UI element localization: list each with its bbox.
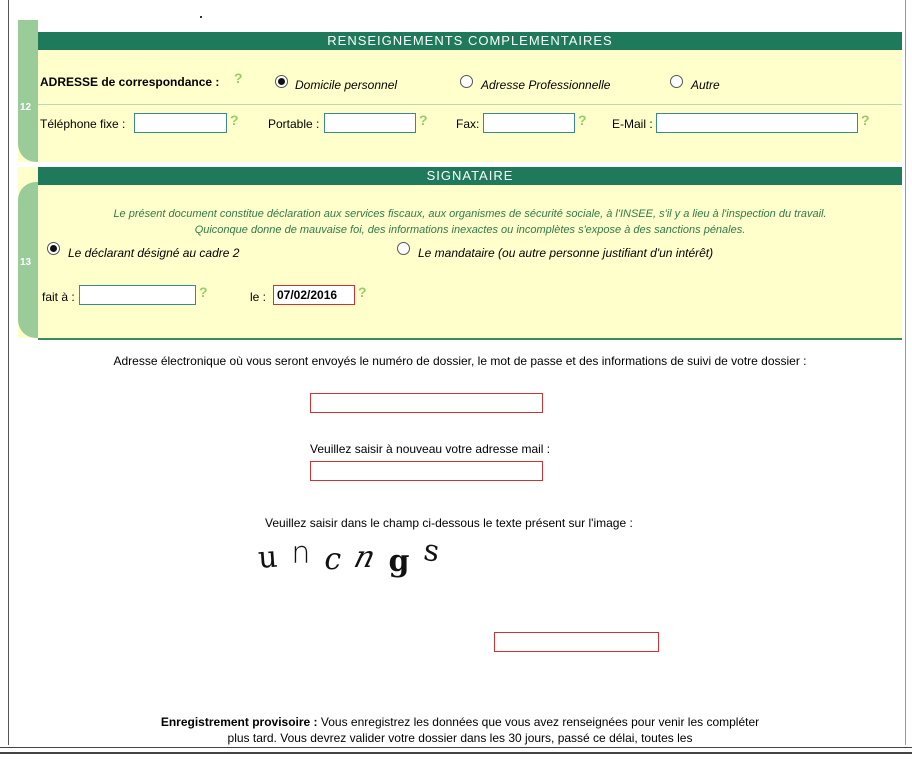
legal-notice-line1: Le présent document constitue déclaration aux services fiscaux, aux organismes de sécurité sociale, à l'INSEE, s'il y a lieu à l'inspection du travail.: [113, 208, 827, 220]
email-input-section12[interactable]: [656, 113, 858, 133]
email-help-icon[interactable]: ?: [861, 112, 870, 128]
captcha-char: u: [256, 539, 285, 576]
frame-right-border: [905, 0, 906, 745]
section-13-title: SIGNATAIRE: [38, 167, 902, 185]
section-13-bottom-border: [38, 338, 902, 340]
telephone-help-icon[interactable]: ?: [230, 112, 239, 128]
radio-domicile-label: Domicile personnel: [295, 78, 398, 92]
captcha-char: g: [388, 544, 416, 579]
radio-declarant-label: Le déclarant désigné au cadre 2: [68, 246, 240, 260]
fax-label: Fax:: [456, 117, 480, 131]
radio-mandataire[interactable]: [397, 242, 410, 255]
fax-input[interactable]: [483, 113, 575, 133]
row-divider: [38, 104, 902, 105]
date-input[interactable]: 07/02/2016: [273, 285, 355, 305]
email-prompt: Adresse électronique où vous seront envoyés le numéro de dossier, le mot de passe et des informations de suivi de votre dossier :: [113, 354, 807, 368]
section-13-tab: [18, 182, 38, 338]
section-12-title: RENSEIGNEMENTS COMPLEMENTAIRES: [38, 32, 902, 50]
confirm-email-input[interactable]: [310, 461, 543, 481]
adresse-label: ADRESSE de correspondance :: [40, 75, 220, 89]
section-renseignements: [18, 32, 902, 162]
section-13-number: 13: [20, 257, 32, 268]
captcha-input[interactable]: [494, 632, 659, 652]
captcha-image: [256, 532, 453, 579]
fax-help-icon[interactable]: ?: [578, 112, 587, 128]
captcha-char: c: [324, 542, 348, 577]
portable-help-icon[interactable]: ?: [419, 112, 428, 128]
provisional-save-text: Vous enregistrez les données que vous avez renseignées pour venir les compléter plus tard. Vous devrez valider votre dossier dans les 30 jours, passé ce délai, toutes les: [227, 715, 760, 745]
radio-domicile[interactable]: [275, 75, 288, 88]
fait-a-input[interactable]: [79, 285, 196, 305]
contact-email-input[interactable]: [310, 393, 543, 413]
radio-professionnelle-label: Adresse Professionnelle: [481, 78, 611, 92]
confirm-email-prompt: Veuillez saisir à nouveau votre adresse mail :: [310, 442, 551, 456]
fait-a-label: fait à :: [42, 290, 75, 304]
radio-professionnelle[interactable]: [460, 75, 473, 88]
captcha-char: n: [350, 540, 386, 575]
telephone-input[interactable]: [134, 113, 227, 133]
telephone-label: Téléphone fixe :: [40, 117, 126, 131]
captcha-char: n: [291, 536, 317, 571]
radio-autre-label: Autre: [691, 78, 720, 92]
fait-a-help-icon[interactable]: ?: [199, 284, 208, 300]
section-12-number: 12: [20, 102, 32, 113]
portable-label: Portable :: [268, 117, 320, 131]
captcha-prompt: Veuillez saisir dans le champ ci-dessous le texte présent sur l'image :: [265, 516, 633, 530]
adresse-help-icon[interactable]: ?: [234, 70, 243, 86]
provisional-save-notice: [160, 714, 760, 746]
date-help-icon[interactable]: ?: [358, 284, 367, 300]
radio-mandataire-label: Le mandataire (ou autre personne justifiant d'un intérêt): [418, 246, 714, 260]
radio-declarant[interactable]: [47, 242, 60, 255]
email-label: E-Mail :: [612, 117, 653, 131]
date-label: le :: [250, 290, 267, 304]
stray-dot: [200, 16, 202, 18]
provisional-save-title: Enregistrement provisoire :: [160, 715, 318, 729]
section-12-tab: [18, 20, 38, 162]
captcha-char: s: [421, 532, 449, 571]
legal-notice-line2: Quiconque donne de mauvaise foi, des informations inexactes ou incomplètes s'expose à des sanctions pénales.: [194, 224, 746, 236]
portable-input[interactable]: [324, 113, 416, 133]
frame-left-border: [8, 0, 9, 745]
frame-bottom-border: [0, 747, 912, 748]
radio-autre[interactable]: [670, 75, 683, 88]
frame-bottom-border-2: [0, 752, 912, 754]
